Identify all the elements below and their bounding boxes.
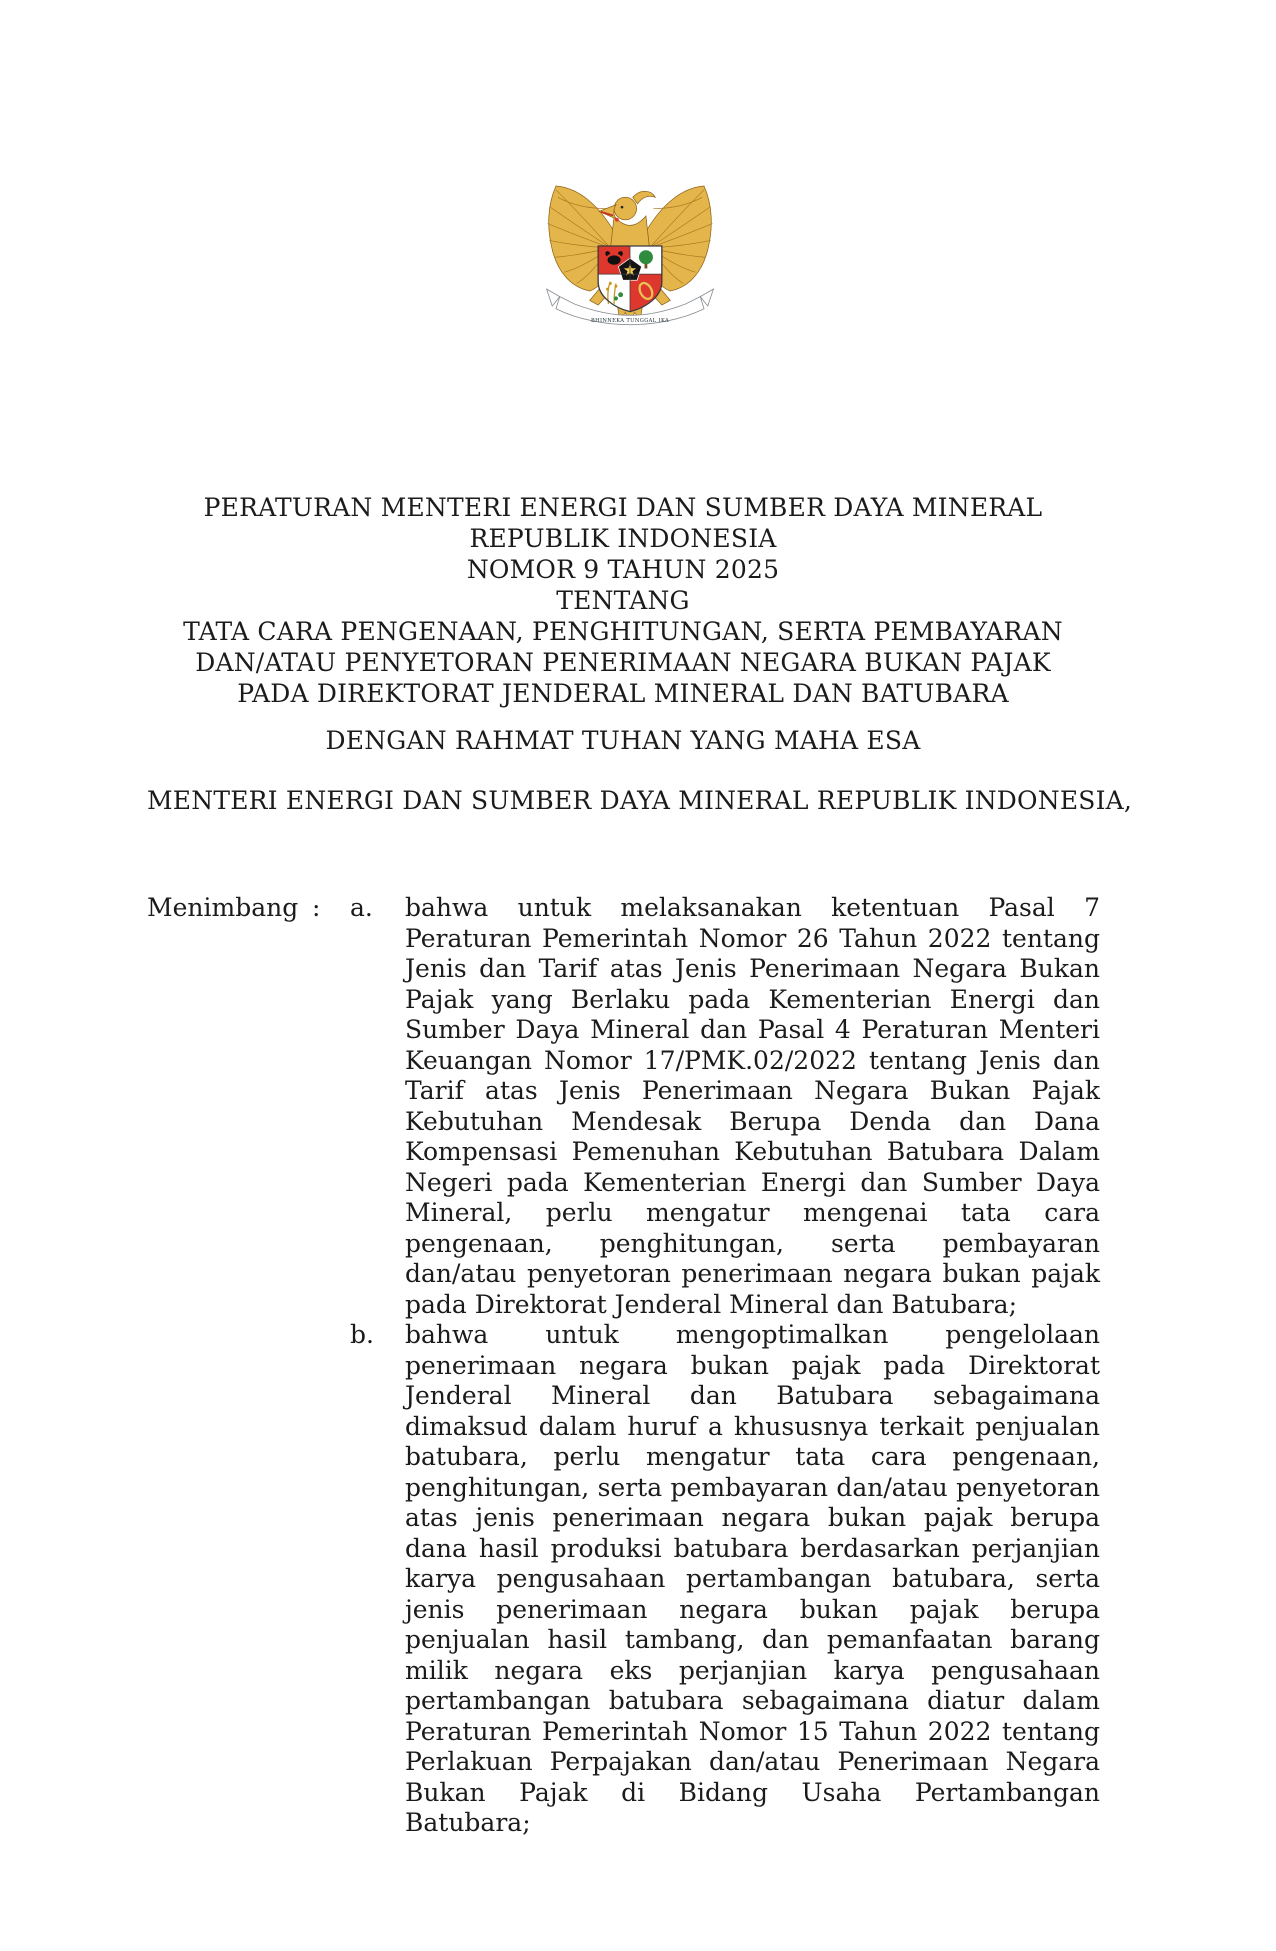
considering-separator: : xyxy=(312,893,321,922)
pancasila-shield xyxy=(598,246,662,312)
wattle xyxy=(615,218,619,222)
title-line-ministry: PERATURAN MENTERI ENERGI DAN SUMBER DAYA MINERAL xyxy=(203,493,1043,522)
considering-item-b-marker: b. xyxy=(350,1320,374,1349)
garuda-pancasila-emblem xyxy=(541,180,719,327)
considering-item-a-marker: a. xyxy=(350,893,373,922)
considering-label: Menimbang xyxy=(147,893,299,922)
considering-item-a-text: bahwa untuk melaksanakan ketentuan Pasal 7 Peraturan Pemerintah Nomor 26 Tahun 2022 tentang Jenis dan Tarif atas Jenis Penerimaan Negara Bukan Pajak yang Berlaku pada Kementerian Energi dan Sumber Daya Mineral dan Pasal 4 Peraturan Menteri Keuangan Nomor 17/PMK.02/2022 tentang Jenis dan Tarif atas Jenis Penerimaan Negara Bukan Pajak Kebutuhan Mendesak Berupa Denda dan Dana Kompensasi Pemenuhan Kebutuhan Batubara Dalam Negeri pada Kementerian Energi dan Sumber Daya Mineral, perlu mengatur mengenai tata cara pengenaan, penghitungan, serta pembayaran dan/atau penyetoran penerimaan negara bukan pajak pada Direktorat Jenderal Mineral dan Batubara; xyxy=(405,893,1100,1319)
title-line-tentang: TENTANG xyxy=(556,586,690,615)
title-line-subject-3: PADA DIREKTORAT JENDERAL MINERAL DAN BATUBARA xyxy=(237,679,1009,708)
authority-line: MENTERI ENERGI DAN SUMBER DAYA MINERAL REPUBLIK INDONESIA, xyxy=(147,786,1133,815)
eye xyxy=(621,206,624,209)
title-line-subject-2: DAN/ATAU PENYETORAN PENERIMAAN NEGARA BUKAN PAJAK xyxy=(195,648,1051,677)
title-line-republic: REPUBLIK INDONESIA xyxy=(469,524,777,553)
document-title-block xyxy=(147,492,1099,709)
considering-section xyxy=(147,893,1100,1839)
considering-item-b-text: bahwa untuk mengoptimalkan pengelolaan penerimaan negara bukan pajak pada Direktorat Jenderal Mineral dan Batubara sebagaimana dimaksud dalam huruf a khususnya terkait penjualan batubara, perlu mengatur tata cara pengenaan, penghitungan, serta pembayaran dan/atau penyetoran atas jenis penerimaan negara bukan pajak berupa dana hasil produksi batubara berdasarkan perjanjian karya pengusahaan pertambangan batubara, serta jenis penerimaan negara bukan pajak berupa penjualan hasil tambang, dan pemanfaatan barang milik negara eks perjanjian karya pengusahaan pertambangan batubara sebagaimana diatur dalam Peraturan Pemerintah Nomor 15 Tahun 2022 tentang Perlakuan Perpajakan dan/atau Penerimaan Negara Bukan Pajak di Bidang Usaha Pertambangan Batubara; xyxy=(405,1320,1100,1837)
title-line-number: NOMOR 9 TAHUN 2025 xyxy=(466,555,780,584)
motto-text: BHINNEKA TUNGGAL IKA xyxy=(590,317,670,324)
title-line-subject-1: TATA CARA PENGENAAN, PENGHITUNGAN, SERTA PEMBAYARAN xyxy=(183,617,1063,646)
invocation-line: DENGAN RAHMAT TUHAN YANG MAHA ESA xyxy=(325,726,921,755)
head xyxy=(599,191,655,221)
